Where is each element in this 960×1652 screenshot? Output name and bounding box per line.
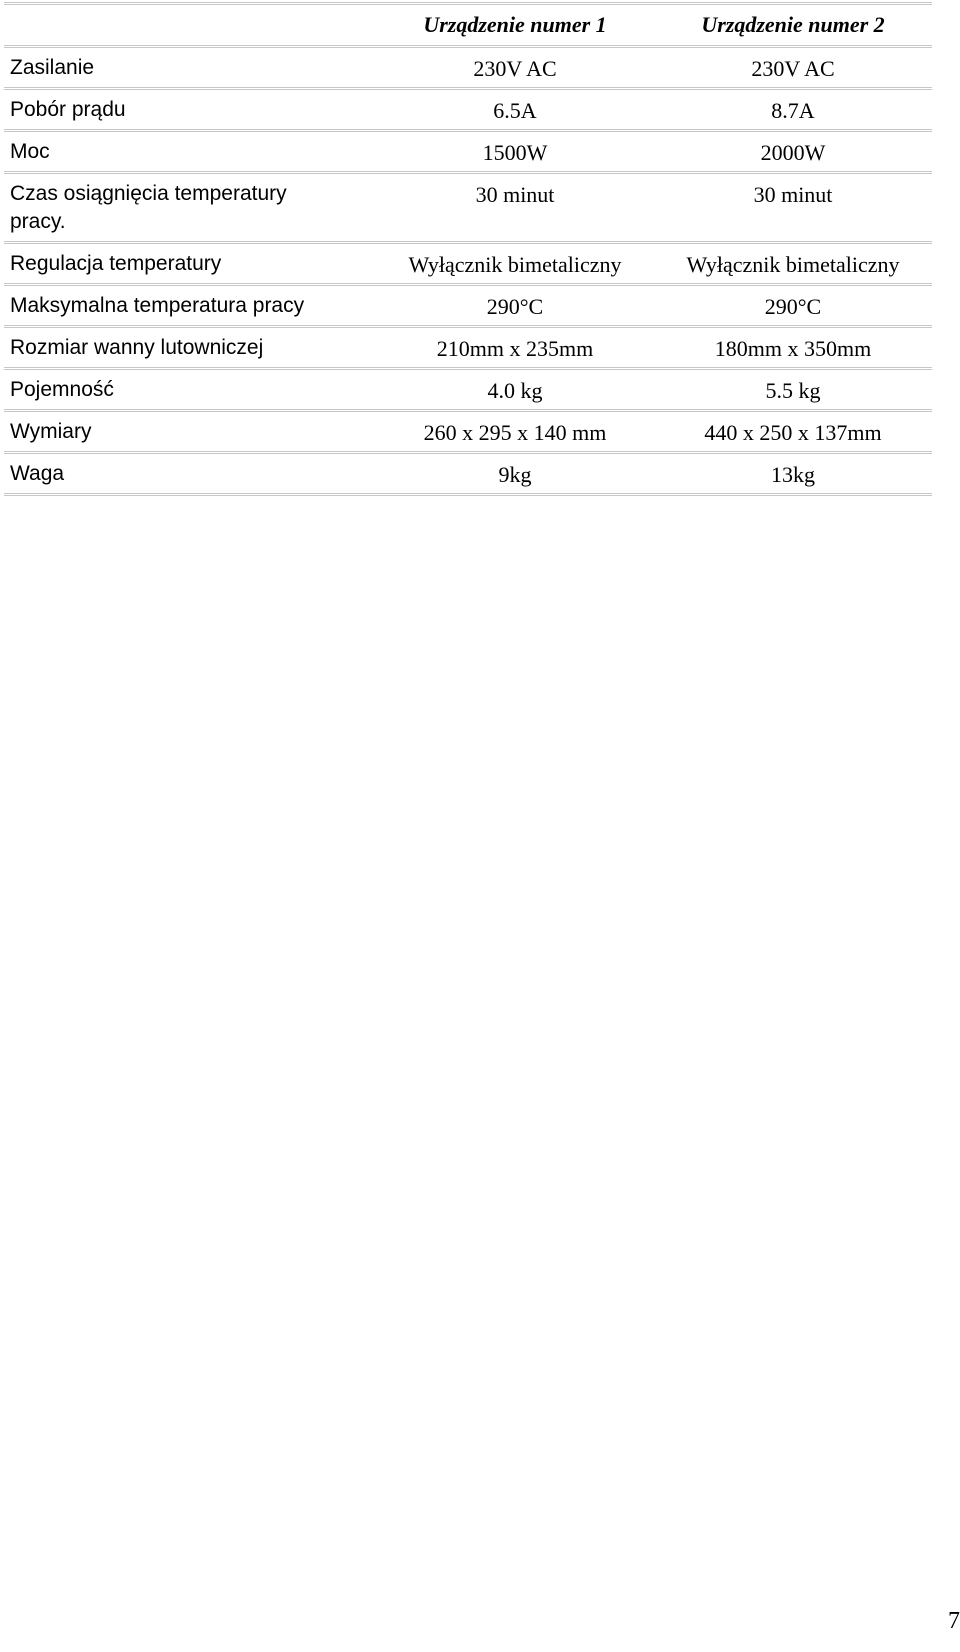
device-1-value: 210mm x 235mm xyxy=(436,336,594,361)
row-label-text: Regulacja temperatury xyxy=(10,252,222,275)
row-label-text: Waga xyxy=(10,462,65,485)
device-1-value: 6.5A xyxy=(493,98,537,123)
row-label-text: Wymiary xyxy=(10,420,92,443)
table-row xyxy=(4,173,932,243)
device-1-value: 9kg xyxy=(498,462,532,487)
device-2-value: 440 x 250 x 137mm xyxy=(704,420,882,445)
row-label-text: Pobór prądu xyxy=(10,98,126,121)
table-header-row xyxy=(4,4,932,47)
specification-table xyxy=(4,2,932,496)
table-row xyxy=(4,411,932,453)
device-1-value: Wyłącznik bimetaliczny xyxy=(408,252,622,277)
table-row xyxy=(4,89,932,131)
device-2-value: 30 minut xyxy=(753,182,833,207)
row-label xyxy=(4,453,376,495)
device-2-value: 8.7A xyxy=(771,98,815,123)
device-2-value: 13kg xyxy=(771,462,815,487)
row-label-text: Zasilanie xyxy=(10,56,95,79)
table-row xyxy=(4,131,932,173)
device-2-value: 290°C xyxy=(764,294,822,319)
row-label xyxy=(4,243,376,285)
table-row xyxy=(4,243,932,285)
row-label-text: Moc xyxy=(10,140,50,163)
device-2-value: Wyłącznik bimetaliczny xyxy=(686,252,900,277)
device-1-value: 230V AC xyxy=(473,56,557,81)
table-row xyxy=(4,285,932,327)
device-1-value: 290°C xyxy=(486,294,544,319)
row-label xyxy=(4,411,376,453)
header-label-cell xyxy=(4,4,376,47)
row-label xyxy=(4,47,376,89)
row-label-text: Czas osiągnięcia temperatury pracy. xyxy=(10,182,287,233)
row-label xyxy=(4,131,376,173)
device-2-value: 180mm x 350mm xyxy=(714,336,872,361)
row-label xyxy=(4,173,376,243)
row-label xyxy=(4,89,376,131)
header-device-1: Urządzenie numer 1 xyxy=(423,12,607,37)
device-2-value: 5.5 kg xyxy=(765,378,821,403)
table-row xyxy=(4,327,932,369)
page-number: 7 xyxy=(948,1608,960,1634)
table-row xyxy=(4,453,932,495)
device-1-value: 260 x 295 x 140 mm xyxy=(423,420,607,445)
table-row xyxy=(4,369,932,411)
row-label xyxy=(4,369,376,411)
row-label xyxy=(4,285,376,327)
row-label xyxy=(4,327,376,369)
row-label-text: Rozmiar wanny lutowniczej xyxy=(10,336,264,359)
device-2-value: 2000W xyxy=(760,140,826,165)
device-2-value: 230V AC xyxy=(751,56,835,81)
device-1-value: 30 minut xyxy=(475,182,555,207)
row-label-text: Pojemność xyxy=(10,378,114,401)
device-1-value: 4.0 kg xyxy=(487,378,543,403)
table-row xyxy=(4,47,932,89)
header-device-2: Urządzenie numer 2 xyxy=(701,12,885,37)
row-label-text: Maksymalna temperatura pracy xyxy=(10,294,305,317)
device-1-value: 1500W xyxy=(482,140,548,165)
